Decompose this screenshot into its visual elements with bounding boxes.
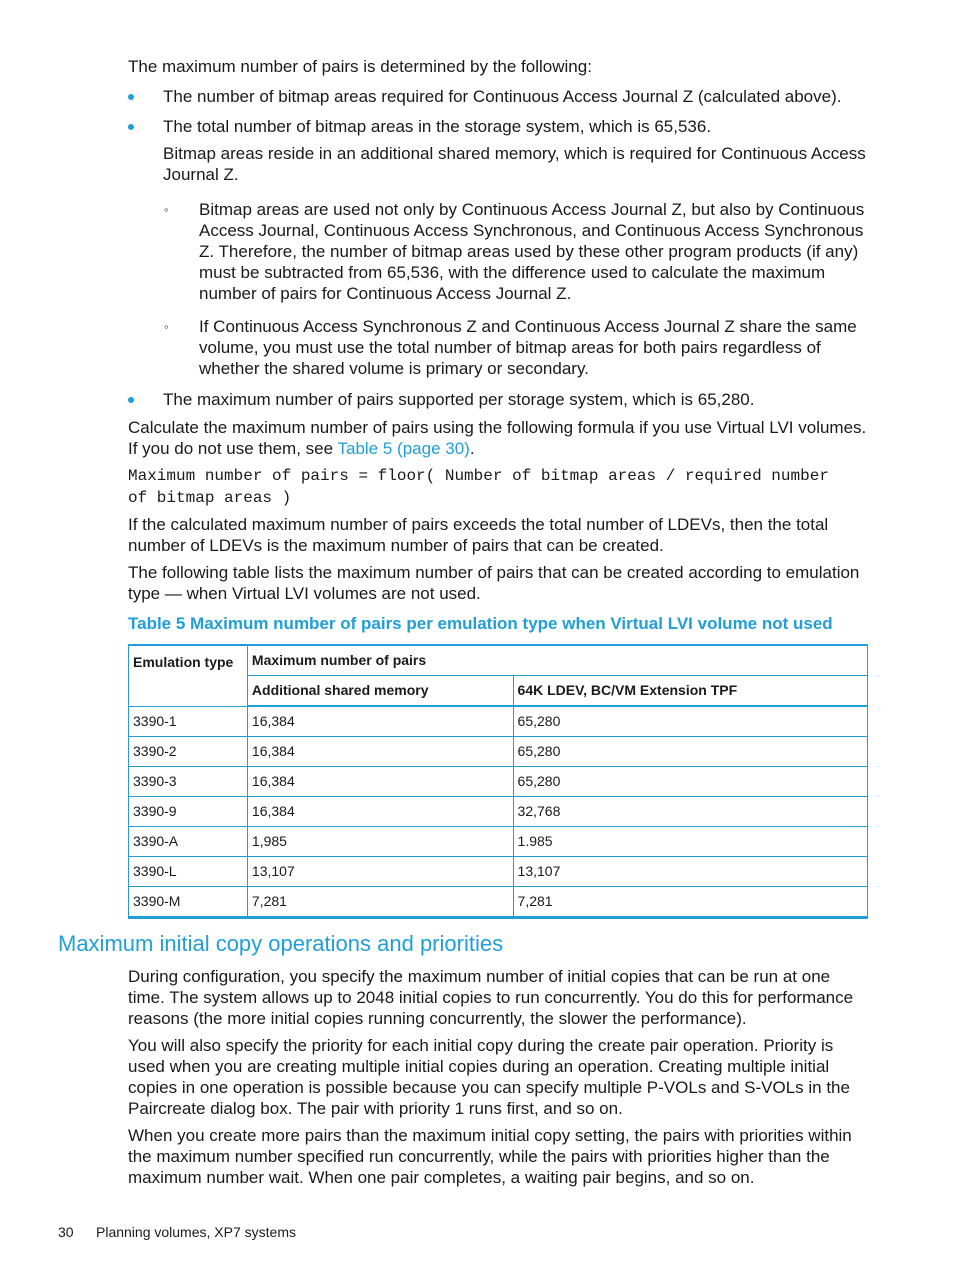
cell-shared-memory: 7,281: [247, 887, 513, 918]
header-additional-shared-memory: Additional shared memory: [247, 676, 513, 707]
cell-emulation: 3390-A: [129, 827, 248, 857]
page-number: 30: [58, 1224, 74, 1240]
table-caption: Table 5 Maximum number of pairs per emulation type when Virtual LVI volume not used: [128, 614, 833, 633]
bullet-text: The number of bitmap areas required for Continuous Access Journal Z (calculated above).: [163, 87, 842, 106]
cell-64k-ldev: 65,280: [513, 706, 867, 737]
calculation-text-end: .: [469, 439, 475, 458]
table-intro-paragraph: The following table lists the maximum number of pairs that can be created according to emulation type — when Virtual LVI volumes are not used.: [128, 563, 860, 603]
section-heading: Maximum initial copy operations and priorities: [58, 931, 504, 956]
cell-shared-memory: 13,107: [247, 857, 513, 887]
cell-emulation: 3390-3: [129, 767, 248, 797]
table-row: [129, 797, 868, 827]
bullet-dot-icon: [128, 124, 134, 130]
bullet-dot-icon: [128, 397, 134, 403]
intro-paragraph: The maximum number of pairs is determined by the following:: [128, 57, 592, 76]
cell-shared-memory: 16,384: [247, 767, 513, 797]
cell-shared-memory: 16,384: [247, 706, 513, 737]
section-paragraph: You will also specify the priority for each initial copy during the create pair operation. Priority is used when you are creating multiple initial copies during an operation. Creating multiple initial copies in one operation is possible because you can specify multiple P-VOLs and S-VOLs in the Paircreate dialog box. The pair with priority 1 runs first, and so on.: [128, 1036, 850, 1118]
table-row: [129, 737, 868, 767]
calculation-text: Calculate the maximum number of pairs using the following formula if you use Virtual LVI volumes. If you do not use them, see: [128, 418, 867, 458]
sub-bullet-circle-icon: ◦: [164, 319, 169, 334]
calculation-paragraph: [128, 417, 870, 459]
table-row: [129, 887, 868, 918]
section-paragraph: When you create more pairs than the maximum initial copy setting, the pairs with priorities within the maximum number specified run concurrently, while the pairs with priorities higher than the maximum number wait. When one pair completes, a waiting pair begins, and so on.: [128, 1126, 852, 1187]
header-emulation-type: Emulation type: [129, 645, 248, 706]
cell-64k-ldev: 13,107: [513, 857, 867, 887]
table-row: [129, 827, 868, 857]
pairs-table: [128, 644, 868, 919]
table-row: [129, 767, 868, 797]
table-row: [129, 857, 868, 887]
cell-shared-memory: 16,384: [247, 797, 513, 827]
bullet-dot-icon: [128, 94, 134, 100]
cell-shared-memory: 16,384: [247, 737, 513, 767]
table5-link[interactable]: Table 5 (page 30): [337, 439, 470, 458]
sub-bullet-text: If Continuous Access Synchronous Z and Continuous Access Journal Z share the same volume, you must use the total number of bitmap areas for both pairs regardless of whether the shared volume is primary or secondary.: [199, 317, 857, 378]
cell-64k-ldev: 1.985: [513, 827, 867, 857]
bullet-text: The total number of bitmap areas in the storage system, which is 65,536.: [163, 117, 712, 136]
formula-code: Maximum number of pairs = floor( Number of bitmap areas / required number of bitmap areas ): [128, 467, 829, 507]
cell-64k-ldev: 65,280: [513, 767, 867, 797]
cell-emulation: 3390-L: [129, 857, 248, 887]
cell-emulation: 3390-2: [129, 737, 248, 767]
footer-title: Planning volumes, XP7 systems: [96, 1224, 296, 1240]
cell-64k-ldev: 7,281: [513, 887, 867, 918]
sub-bullet-text: Bitmap areas are used not only by Continuous Access Journal Z, but also by Continuous Access Journal, Continuous Access Synchronous, and Continuous Access Synchronous Z. Therefore, the number of bitmap areas used by these other program products (if any) must be subtracted from 65,536, with the difference used to calculate the maximum number of pairs for Continuous Access Journal Z.: [199, 200, 865, 303]
bitmap-note: Bitmap areas reside in an additional shared memory, which is required for Continuous Access Journal Z.: [163, 144, 866, 184]
exceeds-paragraph: If the calculated maximum number of pairs exceeds the total number of LDEVs, then the total number of LDEVs is the maximum number of pairs that can be created.: [128, 515, 829, 555]
table-row: [129, 706, 868, 737]
cell-64k-ldev: 32,768: [513, 797, 867, 827]
bullet-text: The maximum number of pairs supported per storage system, which is 65,280.: [163, 390, 755, 409]
cell-64k-ldev: 65,280: [513, 737, 867, 767]
section-paragraph: During configuration, you specify the maximum number of initial copies that can be run at one time. The system allows up to 2048 initial copies to run concurrently. You do this for performance reasons (the more initial copies running concurrently, the slower the performance).: [128, 967, 854, 1028]
cell-emulation: 3390-M: [129, 887, 248, 918]
sub-bullet-circle-icon: ◦: [164, 202, 169, 217]
header-64k-ldev: 64K LDEV, BC/VM Extension TPF: [513, 676, 867, 707]
cell-emulation: 3390-1: [129, 706, 248, 737]
header-max-pairs: Maximum number of pairs: [247, 645, 867, 676]
cell-emulation: 3390-9: [129, 797, 248, 827]
cell-shared-memory: 1,985: [247, 827, 513, 857]
